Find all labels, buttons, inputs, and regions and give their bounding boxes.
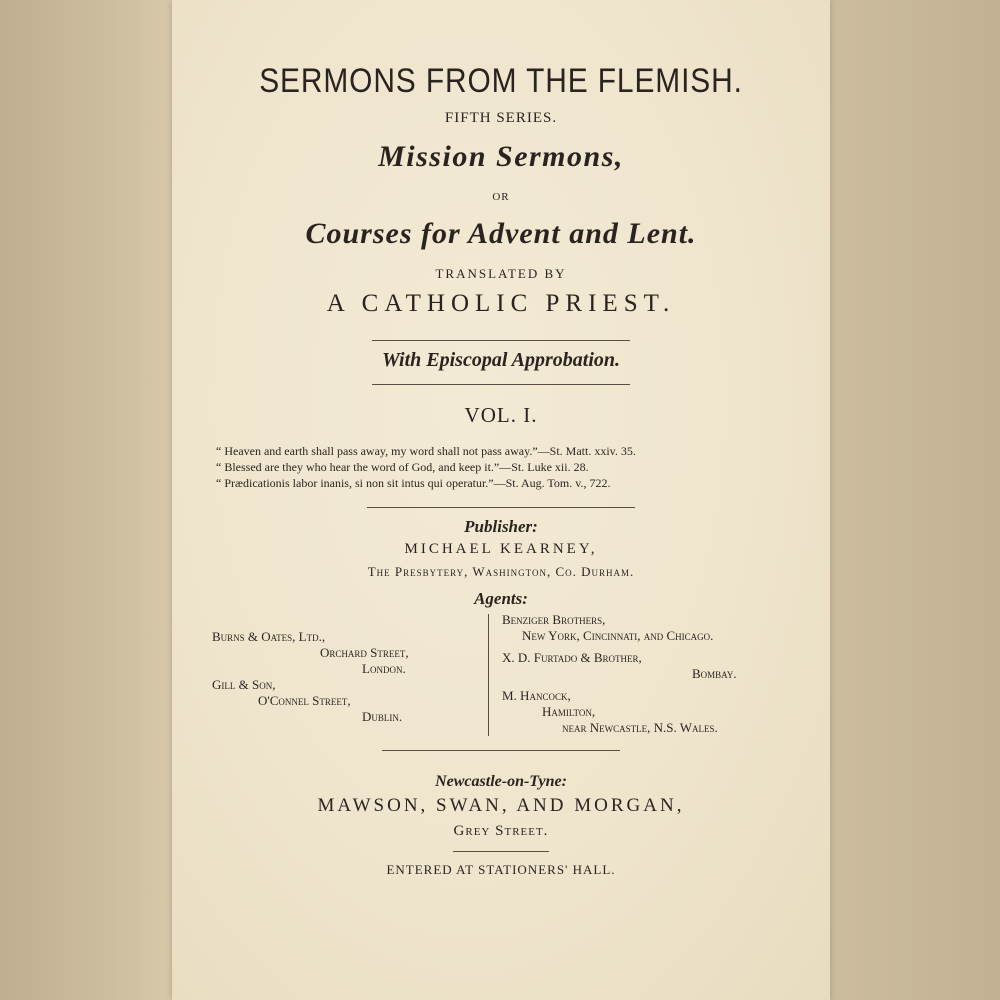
quote-line: “ Blessed are they who hear the word of God, and keep it.”—St. Luke xii. 28. (216, 460, 589, 474)
quote-line: “ Heaven and earth shall pass away, my word shall not pass away.”—St. Matt. xxiv. 35. (216, 444, 636, 458)
backdrop-left (0, 0, 175, 1000)
backdrop-right (828, 0, 1000, 1000)
agent-line: O'Connel Street, (258, 693, 351, 708)
agent-line: New York, Cincinnati, and Chicago. (522, 628, 714, 643)
divider-rule (453, 851, 549, 852)
publisher-name: MICHAEL KEARNEY, (404, 541, 598, 557)
publisher-heading: Publisher: (464, 517, 538, 536)
printer-street: Grey Street. (453, 823, 549, 839)
agent-line: Gill & Son, (212, 677, 276, 692)
title-page (172, 0, 830, 1000)
approbation-line: With Episcopal Approbation. (381, 349, 620, 371)
epigraph-quotes (216, 443, 636, 491)
translator-name: A CATHOLIC PRIEST. (326, 290, 676, 317)
agent-line: Benziger Brothers, (502, 612, 606, 627)
agent-line: London. (362, 661, 406, 676)
agent-line: Burns & Oates, Ltd., (212, 629, 326, 644)
agents-heading: Agents: (474, 589, 528, 608)
publisher-address: The Presbytery, Washington, Co. Durham. (367, 564, 635, 579)
entered-notice: ENTERED AT STATIONERS' HALL. (386, 862, 616, 877)
agent-line: Dublin. (362, 709, 403, 724)
series-label: FIFTH SERIES. (444, 110, 558, 126)
subtitle-alt: Courses for Advent and Lent. (305, 217, 697, 250)
agent-line: X. D. Furtado & Brother, (502, 650, 642, 665)
column-divider (488, 614, 489, 736)
agents-right-column (502, 612, 792, 736)
divider-rule (382, 750, 620, 751)
printer-name: MAWSON, SWAN, AND MORGAN, (317, 795, 685, 816)
divider-rule (367, 507, 635, 508)
translated-by-label: TRANSLATED BY (435, 266, 567, 281)
or-label: OR (492, 191, 510, 203)
volume-number: VOL. I. (464, 403, 538, 427)
agent-line: Hamilton, (542, 704, 596, 719)
subtitle: Mission Sermons, (378, 140, 624, 173)
agent-line: Bombay. (692, 666, 737, 681)
agents-left-column (212, 629, 477, 725)
divider-rule (372, 384, 630, 385)
agent-line: Orchard Street, (320, 645, 409, 660)
agent-line: near Newcastle, N.S. Wales. (562, 720, 718, 735)
agents-list (172, 612, 830, 742)
quote-line: “ Prædicationis labor inanis, si non sit intus qui operatur.”—St. Aug. Tom. v., 722. (216, 476, 611, 490)
divider-rule (372, 340, 630, 341)
printer-place: Newcastle-on-Tyne: (435, 773, 567, 790)
book-title: SERMONS FROM THE FLEMISH. (259, 62, 743, 100)
agent-line: M. Hancock, (502, 688, 571, 703)
